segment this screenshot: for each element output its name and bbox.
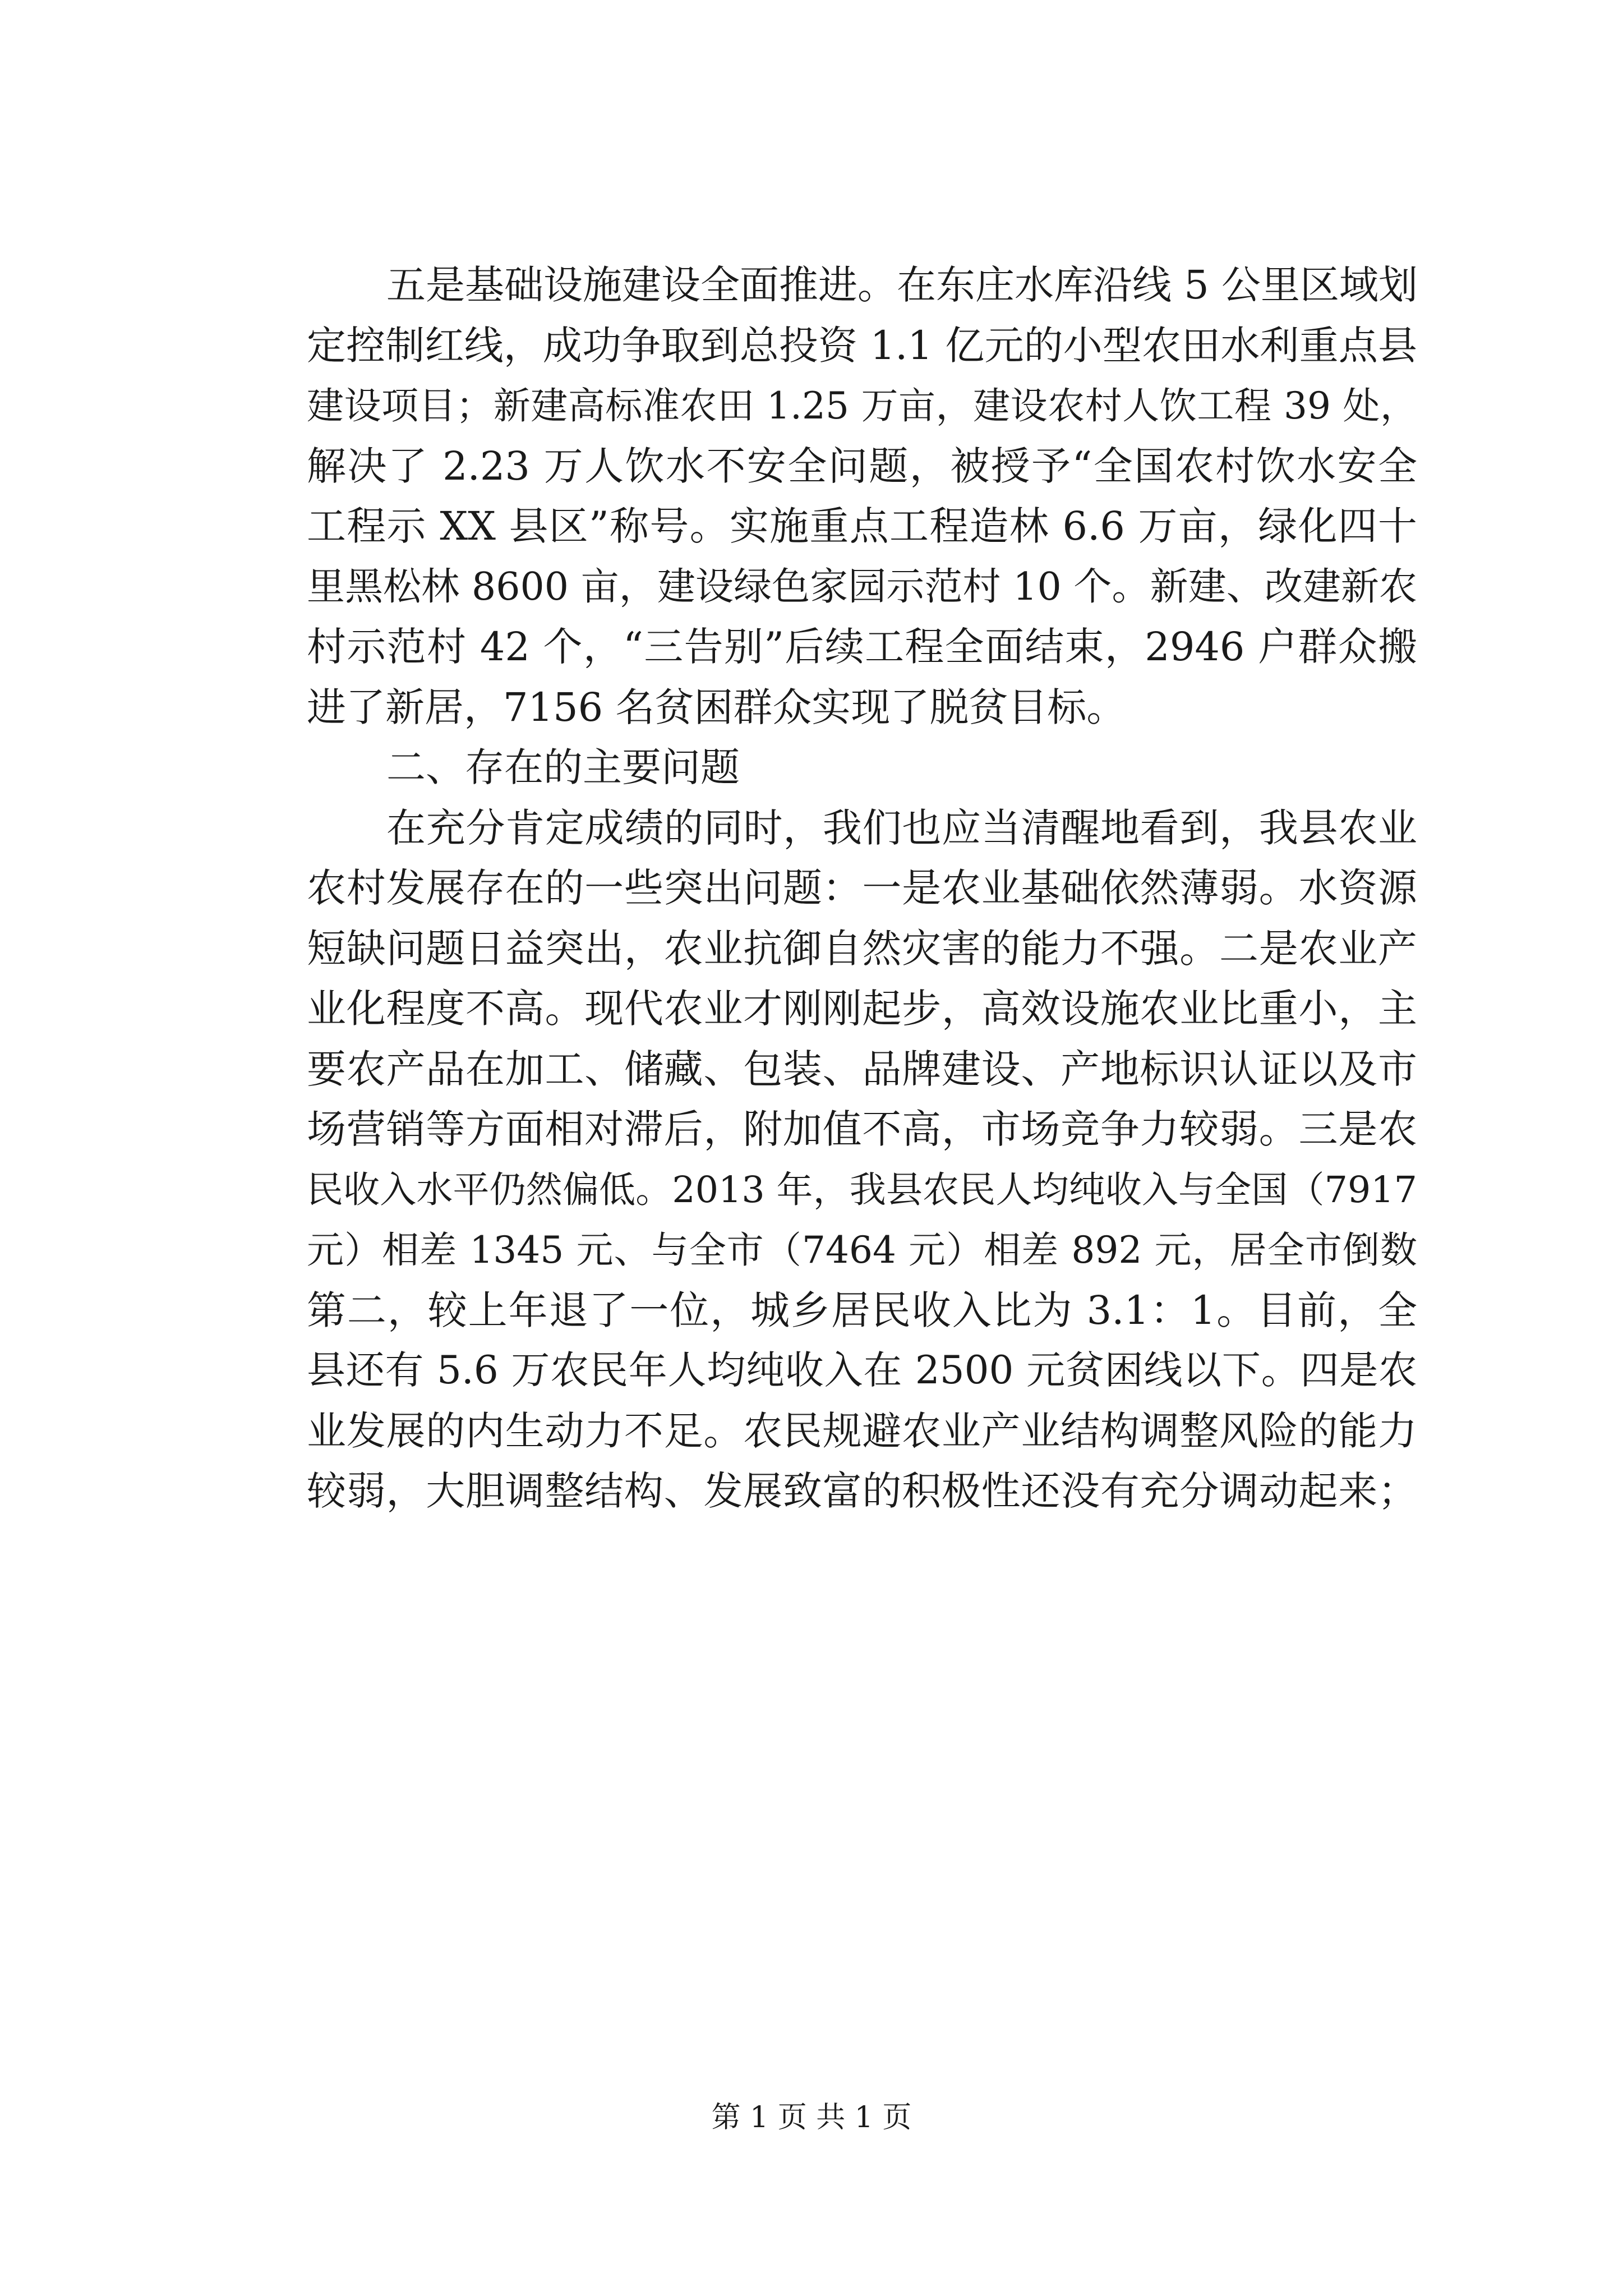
problems-paragraph-line: 业化程度不高。现代农业才刚刚起步，高效设施农业比重小，主 [307, 986, 1417, 1032]
problems-paragraph-line: 要农产品在加工、储藏、包装、品牌建设、产地标识认证以及市 [307, 1046, 1417, 1092]
section-heading: 二、存在的主要问题 [386, 744, 740, 790]
problems-paragraph-line: 场营销等方面相对滞后，附加值不高，市场竞争力较弱。三是农 [307, 1106, 1417, 1152]
document-body [307, 255, 1417, 1522]
problems-paragraph-line: 元）相差 1345 元、与全市（7464 元）相差 892 元，居全市倒数 [307, 1228, 1417, 1272]
problems-paragraph-line: 业发展的内生动力不足。农民规避农业产业结构调整风险的能力 [307, 1407, 1417, 1454]
paragraph-5-line: 五是基础设施建设全面推进。在东庄水库沿线 5 公里区域划 [386, 262, 1418, 308]
problems-paragraph-line: 短缺问题日益突出，农业抗御自然灾害的能力不强。二是农业产 [307, 925, 1417, 972]
problems-paragraph-line: 农村发展存在的一些突出问题：一是农业基础依然薄弱。水资源 [307, 865, 1417, 911]
problems-paragraph-line: 第二，较上年退了一位，城乡居民收入比为 3.1：1。目前，全 [307, 1287, 1417, 1333]
paragraph-5-line: 村示范村 42 个，“三告别”后续工程全面结束，2946 户群众搬 [307, 624, 1417, 670]
paragraph-5-line: 解决了 2.23 万人饮水不安全问题，被授予“全国农村饮水安全 [307, 443, 1417, 489]
problems-paragraph-line: 县还有 5.6 万农民年人均纯收入在 2500 元贫困线以下。四是农 [307, 1348, 1417, 1393]
paragraph-5-line: 建设项目；新建高标准农田 1.25 万亩，建设农村人饮工程 39 处， [307, 384, 1417, 427]
paragraph-5-line: 进了新居，7156 名贫困群众实现了脱贫目标。 [307, 684, 1126, 730]
problems-paragraph-line: 较弱，大胆调整结构、发展致富的积极性还没有充分调动起来； [307, 1468, 1417, 1514]
paragraph-5-line: 里黑松林 8600 亩，建设绿色家园示范村 10 个。新建、改建新农 [307, 564, 1417, 609]
paragraph-5-line: 定控制红线，成功争取到总投资 1.1 亿元的小型农田水利重点县 [307, 322, 1417, 369]
problems-paragraph-line: 在充分肯定成绩的同时，我们也应当清醒地看到，我县农业 [386, 804, 1417, 851]
problems-paragraph-line: 民收入水平仍然偏低。2013 年，我县农民人均纯收入与全国（7917 [307, 1168, 1417, 1211]
paragraph-5-line: 工程示 XX 县区”称号。实施重点工程造林 6.6 万亩，绿化四十 [307, 503, 1417, 549]
page-footer: 第 1 页 共 1 页 [711, 2101, 912, 2134]
